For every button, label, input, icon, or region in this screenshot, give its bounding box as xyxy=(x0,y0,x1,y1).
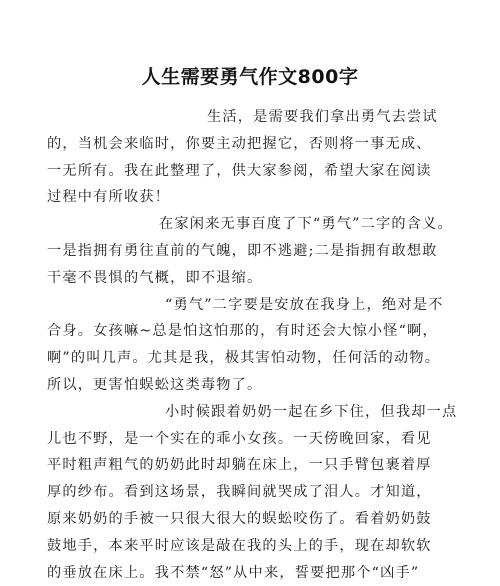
page-title: 人生需要勇气作文800字 xyxy=(141,66,359,88)
text-line: 一无所有。我在此整理了，供大家参阅，希望大家在阅读 xyxy=(47,162,432,179)
text-line: 所以，更害怕蜈蚣这类毒物了。 xyxy=(47,376,263,393)
text-line: 生活，是需要我们拿出勇气去尝试 xyxy=(207,109,438,125)
text-line: “勇气”二字要是安放在我身上，绝对是不 xyxy=(165,296,444,313)
text-line: 小时候跟着奶奶一起在乡下住，但我却一点 xyxy=(165,403,458,420)
paragraph-intro xyxy=(47,104,459,211)
text-line: 儿也不野，是一个实在的乖小女孩。一天傍晚回家，看见 xyxy=(47,430,432,447)
text-line: 厚的纱布。看到这场景，我瞬间就哭成了泪人。才知道， xyxy=(47,484,432,501)
text-line: 啊”的叫几声。尤其是我，极其害怕动物，任何活的动物。 xyxy=(47,350,441,367)
text-line: 在家闲来无事百度了下“勇气”二字的含义。 xyxy=(159,216,453,233)
paragraph-childhood-story xyxy=(47,399,459,586)
text-line: 平时粗声粗气的奶奶此时却躺在床上，一只手臂包裹着厚 xyxy=(47,457,432,474)
text-line: 一是指拥有勇往直前的气魄，即不逃避;二是指拥有敢想敢 xyxy=(47,242,438,259)
paragraph-courage-meaning xyxy=(47,211,459,291)
text-line: 合身。女孩嘛~总是怕这怕那的，有时还会大惊小怪“啊， xyxy=(47,323,438,340)
text-line: 的垂放在床上。我不禁“怒”从中来，誓要把那个“凶手” xyxy=(47,564,420,581)
text-line: 干毫不畏惧的气概，即不退缩。 xyxy=(47,269,263,286)
text-line: 过程中有所收获！ xyxy=(47,189,171,206)
text-line: 鼓地手，本来平时应该是敲在我的头上的手，现在却软软 xyxy=(47,537,432,554)
text-line: 原来奶奶的手被一只很大很大的蜈蚣咬伤了。看着奶奶鼓 xyxy=(47,510,432,527)
paragraph-not-fitting xyxy=(47,292,459,399)
text-line: 的，当机会来临时，你要主动把握它，否则将一事无成、 xyxy=(47,135,432,152)
document-body xyxy=(47,104,459,586)
